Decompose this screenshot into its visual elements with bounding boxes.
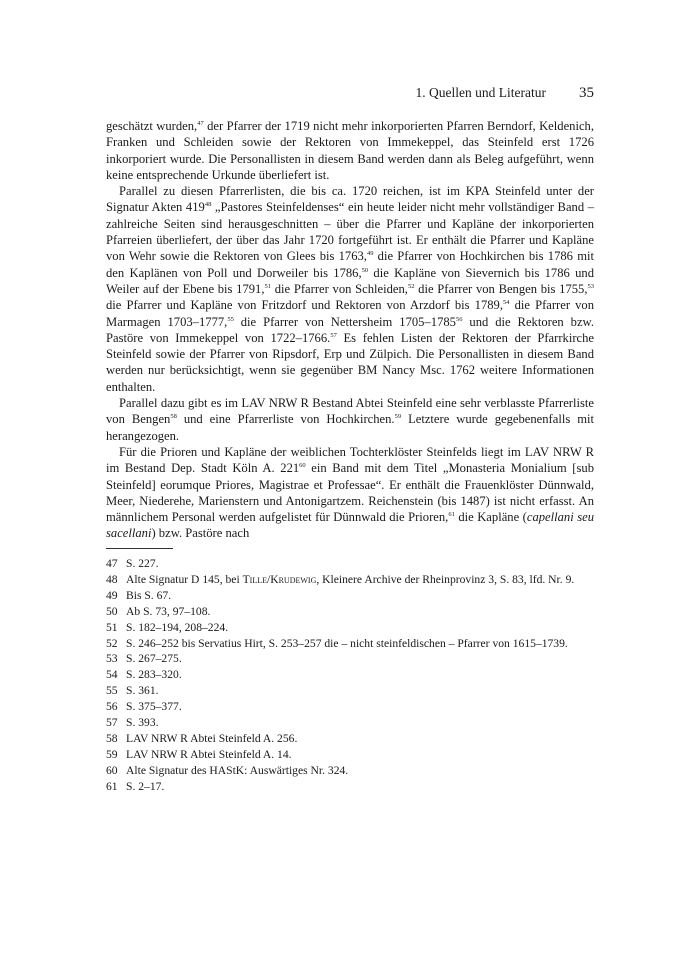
text-run: die Pfarrer von Hochkirchen bis 1786 mit den Kaplänen von Poll und Dorweiler bis 1786, xyxy=(106,249,594,280)
text-run: und die Rektoren bzw. Pastöre von Immekeppel von 1722–1766. xyxy=(106,314,594,345)
footnote-reference: 50 xyxy=(361,266,369,274)
text-run: Alte Signatur des HAStK: Auswärtiges Nr. 324. xyxy=(126,763,349,777)
text-run: S. 283–320. xyxy=(126,668,182,682)
text-run: S. 393. xyxy=(126,716,159,730)
text-run: S. 227. xyxy=(126,557,159,570)
text-run: Alte Signatur D 145, bei xyxy=(126,572,243,586)
footnote-text xyxy=(126,604,594,620)
text-run: S. 182–194, 208–224. xyxy=(126,620,229,634)
footnote-number: 49 xyxy=(106,588,118,602)
footnote xyxy=(106,588,594,604)
footnote-reference: 60 xyxy=(299,462,306,470)
footnote-text xyxy=(126,588,594,604)
footnote-reference: 56 xyxy=(455,315,463,323)
text-run: die Kapläne von Sievernich bis 1786 und Weiler auf der Ebene bis 1791, xyxy=(106,265,595,296)
main-text xyxy=(106,118,594,542)
footnote-number: 58 xyxy=(106,731,118,745)
footnote-text xyxy=(126,699,594,715)
footnote xyxy=(106,636,594,652)
text-run: , Kleinere Archive der Rheinprovinz 3, S. 83, lfd. Nr. 9. xyxy=(316,572,575,586)
footnote-text xyxy=(126,779,594,795)
footnote-text xyxy=(126,731,594,747)
footnote-reference: 47 xyxy=(197,120,204,127)
footnote-reference: 61 xyxy=(448,511,455,519)
text-run: die Kapläne ( xyxy=(454,510,527,525)
footnote-reference: 55 xyxy=(227,315,234,323)
footnote-reference: 59 xyxy=(394,413,402,421)
footnote-number: 55 xyxy=(106,684,118,698)
paragraph xyxy=(106,118,594,183)
footnote-text xyxy=(126,651,594,667)
text-run: die Pfarrer von Marmagen 1703–1777, xyxy=(106,298,595,329)
footnote-text xyxy=(126,683,594,699)
footnote-text xyxy=(126,715,594,731)
text-run: Ab S. 73, 97–108. xyxy=(126,604,211,618)
footnote-reference: 48 xyxy=(204,201,212,209)
footnote-number: 59 xyxy=(106,747,118,761)
footnote-number: 50 xyxy=(106,604,118,618)
footnote-number: 52 xyxy=(106,636,118,650)
footnote-text xyxy=(126,747,594,763)
footnote-number: 57 xyxy=(106,716,118,730)
text-run: „Pastores Steinfeldenses“ ein heute leider nicht mehr vollständiger Band – zahlreiche Seiten sind herausgeschnitten – über die Pfarrer und Kapläne der inkorporierten Pfarreien überliefert, der über das Jahr 1720 fortgeführt ist. Er enthält die Pfarrer und Kapläne von Wehr sowie die Rektoren von Glees bis 1763, xyxy=(106,200,594,264)
running-title: 1. Quellen und Literatur xyxy=(415,85,546,100)
footnote-text xyxy=(126,636,594,652)
footnote-separator xyxy=(106,548,173,549)
text-run: S. 375–377. xyxy=(126,700,182,714)
footnote xyxy=(106,604,594,620)
page-number: 35 xyxy=(579,85,594,101)
paragraph xyxy=(106,444,594,542)
footnote xyxy=(106,699,594,715)
footnote-reference: 52 xyxy=(407,282,415,290)
footnote xyxy=(106,683,594,699)
text-run: die Pfarrer von Nettersheim 1705–1785 xyxy=(233,314,456,329)
footnote-number: 54 xyxy=(106,668,118,682)
footnote xyxy=(106,667,594,683)
footnote-reference: 54 xyxy=(503,299,510,307)
footnote-text xyxy=(126,763,594,779)
text-run: ein Band mit dem Titel „Monasteria Monialium [sub Steinfeld] eorumque Priores, Magistrae et Professae“. Er enthält die Frauenklöster Dünnwald, Meer, Niederehe, Marienstern und Antonigartzem. Reichenstein (bis 1487) ist nicht erfasst. An männlichem Personal werden aufgelistet für Dünnwald die Prioren, xyxy=(106,461,594,525)
text-run: die Pfarrer von Bengen bis 1755, xyxy=(414,281,588,296)
footnote xyxy=(106,651,594,667)
footnote xyxy=(106,620,594,636)
text-run: S. 267–275. xyxy=(126,652,182,666)
text-run: geschätzt wurden, xyxy=(106,119,198,133)
paragraph xyxy=(106,395,594,444)
footnote-number: 56 xyxy=(106,700,118,714)
footnote xyxy=(106,715,594,731)
footnote-text xyxy=(126,667,594,683)
text-run: Es fehlen Listen der Rektoren der Pfarrkirche Steinfeld sowie der Pfarrer von Ripsdorf, Erp und Zülpich. Die Personallisten in diesem Band werden nur berücksichtigt, wenn sie gegenüber BM Nancy Msc. 1762 weitere Informationen enthalten. xyxy=(106,330,595,394)
text-run: Für die Prioren und Kapläne der weiblichen Tochterklöster Steinfelds liegt im LAV NRW R im Bestand Dep. Stadt Köln A. 221 xyxy=(106,444,594,476)
footnote-number: 60 xyxy=(106,763,118,777)
text-run: die Pfarrer von Schleiden, xyxy=(271,281,408,296)
footnote xyxy=(106,572,594,588)
footnote-reference: 53 xyxy=(587,282,595,290)
paragraph xyxy=(106,183,594,395)
text-run: Letztere wurde gegebenenfalls mit herangezogen. xyxy=(106,412,595,443)
footnote-text xyxy=(126,572,594,588)
footnote-number: 61 xyxy=(106,779,118,793)
text-run: LAV NRW R Abtei Steinfeld A. 256. xyxy=(126,731,298,745)
author-name: Tille/Krudewig xyxy=(242,572,317,586)
text-run: Parallel zu diesen Pfarrerlisten, die bis ca. 1720 reichen, ist im KPA Steinfeld unter der Signatur Akten 419 xyxy=(106,184,594,215)
footnote-reference: 58 xyxy=(170,413,177,421)
footnotes xyxy=(106,556,594,795)
text-run: Bis S. 67. xyxy=(126,588,172,602)
italic-text: capellani seu sacellani xyxy=(106,510,595,541)
footnote xyxy=(106,779,594,795)
text-run: S. 361. xyxy=(126,684,159,698)
text-run: Parallel dazu gibt es im LAV NRW R Bestand Abtei Steinfeld eine sehr verblasste Pfarrerliste von Bengen xyxy=(106,396,594,427)
text-run: S. 246–252 bis Servatius Hirt, S. 253–257 die – nicht steinfeldischen – Pfarrer von 1615–1739. xyxy=(126,636,568,650)
footnote xyxy=(106,747,594,763)
text-run: der Pfarrer der 1719 nicht mehr inkorporierten Pfarren Berndorf, Keldenich, Franken und Schleiden sowie der Rektoren von Immekeppel, das Steinfeld erst 1726 inkorporiert wurde. Die Personallisten in diesem Band werden dann als Beleg aufgeführt, wenn keine entsprechende Urkunde überliefert ist. xyxy=(106,119,594,182)
footnote xyxy=(106,731,594,747)
footnote xyxy=(106,556,594,572)
footnote-number: 53 xyxy=(106,652,118,666)
text-run: LAV NRW R Abtei Steinfeld A. 14. xyxy=(126,747,292,761)
footnote-number: 51 xyxy=(106,620,118,634)
footnote-reference: 51 xyxy=(264,282,272,290)
footnote xyxy=(106,763,594,779)
text-run: die Pfarrer und Kapläne von Fritzdorf und Rektoren von Arzdorf bis 1789, xyxy=(106,298,503,313)
footnote-text xyxy=(126,556,594,572)
running-header xyxy=(106,85,594,105)
footnote-reference: 57 xyxy=(330,331,337,339)
footnote-number: 47 xyxy=(106,557,118,570)
text-run: S. 2–17. xyxy=(126,779,165,793)
footnote-number: 48 xyxy=(106,572,118,586)
text-run: ) bzw. Pastöre nach xyxy=(151,526,250,541)
footnote-text xyxy=(126,620,594,636)
footnote-reference: 49 xyxy=(366,250,374,258)
text-run: und eine Pfarrerliste von Hochkirchen. xyxy=(176,412,395,427)
